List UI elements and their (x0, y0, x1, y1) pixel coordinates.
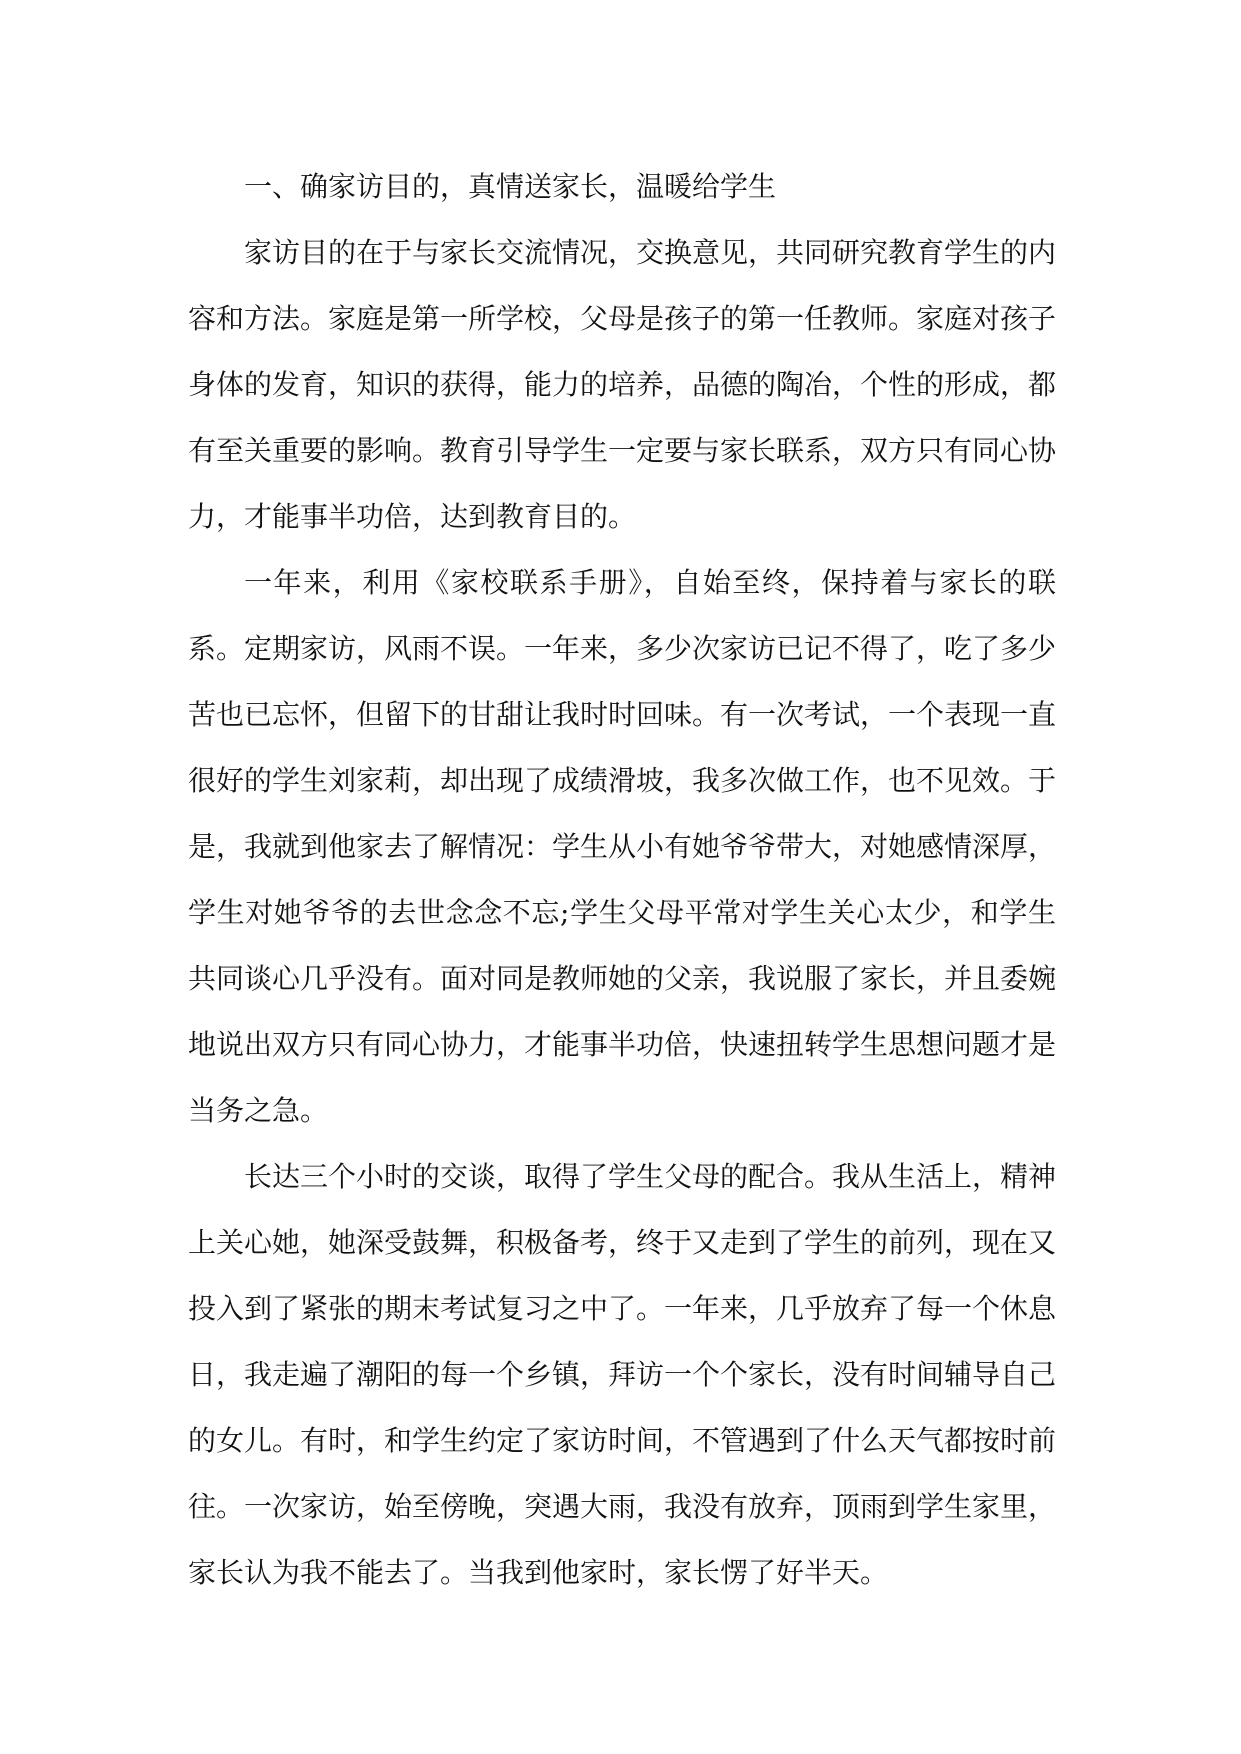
section-heading: 一、确家访目的，真情送家长，温暖给学生 (244, 170, 777, 203)
document-body (188, 154, 1056, 1606)
paragraph: 一年来，利用《家校联系手册》，自始至终，保持着与家长的联系。定期家访，风雨不误。一年来，多少次家访已记不得了，吃了多少苦也已忘怀，但留下的甘甜让我时时回味。有一次考试，一个表现一直很好的学生刘家莉，却出现了成绩滑坡，我多次做工作，也不见效。于是，我就到他家去了解情况：学生从小有她爷爷带大，对她感情深厚，学生对她爷爷的去世念念不忘;学生父母平常对学生关心太少，和学生共同谈心几乎没有。面对同是教师她的父亲，我说服了家长，并且委婉地说出双方只有同心协力，才能事半功倍，快速扭转学生思想问题才是当务之急。 (188, 566, 1057, 1127)
paragraph: 长达三个小时的交谈，取得了学生父母的配合。我从生活上，精神上关心她，她深受鼓舞，积极备考，终于又走到了学生的前列，现在又投入到了紧张的期末考试复习之中了。一年来，几乎放弃了每一个休息日，我走遍了潮阳的每一个乡镇，拜访一个个家长，没有时间辅导自己的女儿。有时，和学生约定了家访时间，不管遇到了什么天气都按时前往。一次家访，始至傍晚，突遇大雨，我没有放弃，顶雨到学生家里，家长认为我不能去了。当我到他家时，家长愣了好半天。 (188, 1160, 1057, 1589)
paragraph: 家访目的在于与家长交流情况，交换意见，共同研究教育学生的内容和方法。家庭是第一所学校，父母是孩子的第一任教师。家庭对孩子身体的发育，知识的获得，能力的培养，品德的陶冶，个性的形成，都有至关重要的影响。教育引导学生一定要与家长联系，双方只有同心协力，才能事半功倍，达到教育目的。 (188, 236, 1057, 533)
